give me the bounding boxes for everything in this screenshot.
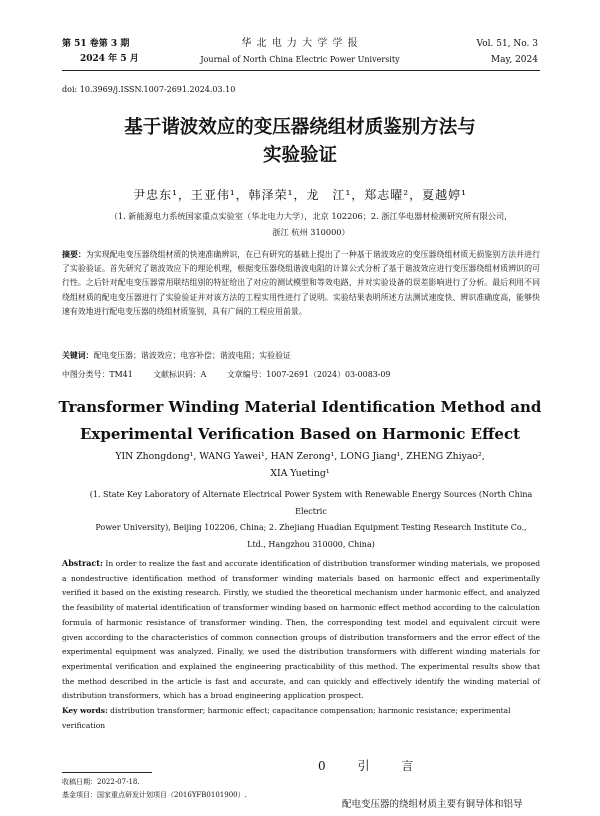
keywords-cn-label: 关键词： [62,351,94,360]
authors-en-line2: XIA Yueting¹ [270,468,330,479]
abstract-cn-label: 摘要： [62,250,86,259]
abstract-en [62,556,540,704]
keywords-cn [62,350,540,361]
volume-en: Vol. 51, No. 3 [476,39,538,49]
affiliation-en-line1: (1. State Key Laboratory of Alternate Electrical Power System with Renewable Energy Sources (North China Electric [89,490,533,516]
title-cn-line1: 基于谐波效应的变压器绕组材质鉴别方法与 [124,117,476,138]
affiliation-en [78,487,544,553]
title-en-line1: Transformer Winding Material Identification Method and [58,398,542,416]
keywords-cn-text: 配电变压器；谐波效应；电容补偿；谐波电阻；实验验证 [93,351,291,360]
article-number: 文章编号：1007-2691（2024）03-0083-09 [226,370,391,379]
date-en: May, 2024 [490,55,538,65]
affiliation-en-line2: Power University), Beijing 102206, China; 2. Zhejiang Huadian Equipment Testing Research Institute Co., [95,523,527,532]
date-cn: 2024 年 5 月 [80,54,139,64]
keywords-en-label: Key words: [62,706,108,715]
doc-code: 文献标识码：A [153,370,207,379]
affiliation-cn [78,208,544,240]
footnote-fund: 基金项目：国家重点研发计划项目（2016YFB0101900）. [62,791,247,799]
footnote-received: 收稿日期：2022-07-18. [62,778,140,786]
keywords-en [62,704,540,733]
footnote-rule [62,772,152,773]
affiliation-cn-line2: 浙江 杭州 310000） [272,227,350,237]
keywords-en-text: distribution transformer; harmonic effect; capacitance compensation; harmonic resistance; experimental verification [62,706,511,730]
section-heading: 0 引 言 [318,759,428,773]
abstract-cn-text: 为实现配电变压器绕组材质的快速准确辨识，在已有研究的基础上提出了一种基于谐波效应的变压器绕组材质无损鉴别方法并进行了实验验证。首先研究了谐波效应下的理论机理，根据变压器绕组谐波电阻的计算公式分析了基于谐波效应进行变压器绕组材质辨识的可行性。之后针对配电变压器常用联结组别的特征给出了对应的测试模型和等效电路，并对实验设备的误差影响进行了分析。最后利用不同绕组材质的配电变压器进行了实验验证并对该方法的工程实用性进行了说明。实验结果表明所述方法测试速度快、辨识准确度高，能够快速有效地进行配电变压器的绕组材质鉴别，具有广阔的工程应用前景。 [62,250,540,316]
abstract-cn [62,248,540,319]
doi: doi: 10.3969/j.ISSN.1007-2691.2024.03.10 [62,85,236,94]
abstract-en-label: Abstract: [62,558,103,568]
abstract-en-text: In order to realize the fast and accurate identification of distribution transformer winding materials, we proposed a nondestructive identification method of transformer winding materials based on harmonic effect and experimentally verified it based on the existing research. Firstly, we studied the theoretical mechanism under harmonic effect, and analyzed the feasibility of material identification of transformer winding based on harmonic effect method according to the calculation formula of harmonic resistance of transformer winding. Then, the corresponding test model and equivalent circuit were given according to the characteristics of common connection groups of distribution transformers and the error effect of the experimental equipment was analyzed. Finally, we used the distribution transformers with different winding materials for experimental verification and explained the engineering practicability of this method. The experimental results show that the method described in the article is fast and accurate, and can quickly and effectively identify the winding material of distribution transformers, which has a broad engineering application prospect. [62,559,541,701]
header-rule [62,70,540,71]
journal-title-cn: 华 北 电 力 大 学 学 报 [241,38,359,49]
affiliation-en-line3: Ltd., Hangzhou 310000, China) [247,539,375,549]
authors-cn: 尹忠东¹，王亚伟¹，韩泽荣¹，龙 江¹，郑志曜²，夏越婷¹ [133,188,467,202]
affiliation-cn-line1: （1. 新能源电力系统国家重点实验室（华北电力大学），北京 102206；2. 浙江华电器材检测研究所有限公司， [109,211,513,221]
classification-row [62,369,540,380]
volume-cn: 第 51 卷第 3 期 [62,39,130,49]
authors-en-line1: YIN Zhongdong¹, WANG Yawei¹, HAN Zerong¹, LONG Jiang¹, ZHENG Zhiyao², [115,451,485,462]
intro-text: 配电变压器的绕组材质主要有铜导体和铝导 [342,799,523,810]
journal-title-en: Journal of North China Electric Power University [200,55,400,64]
clc-number: 中图分类号：TM41 [62,370,133,379]
title-cn-line2: 实验验证 [262,145,337,166]
title-en-line2: Experimental Verification Based on Harmonic Effect [79,425,521,443]
